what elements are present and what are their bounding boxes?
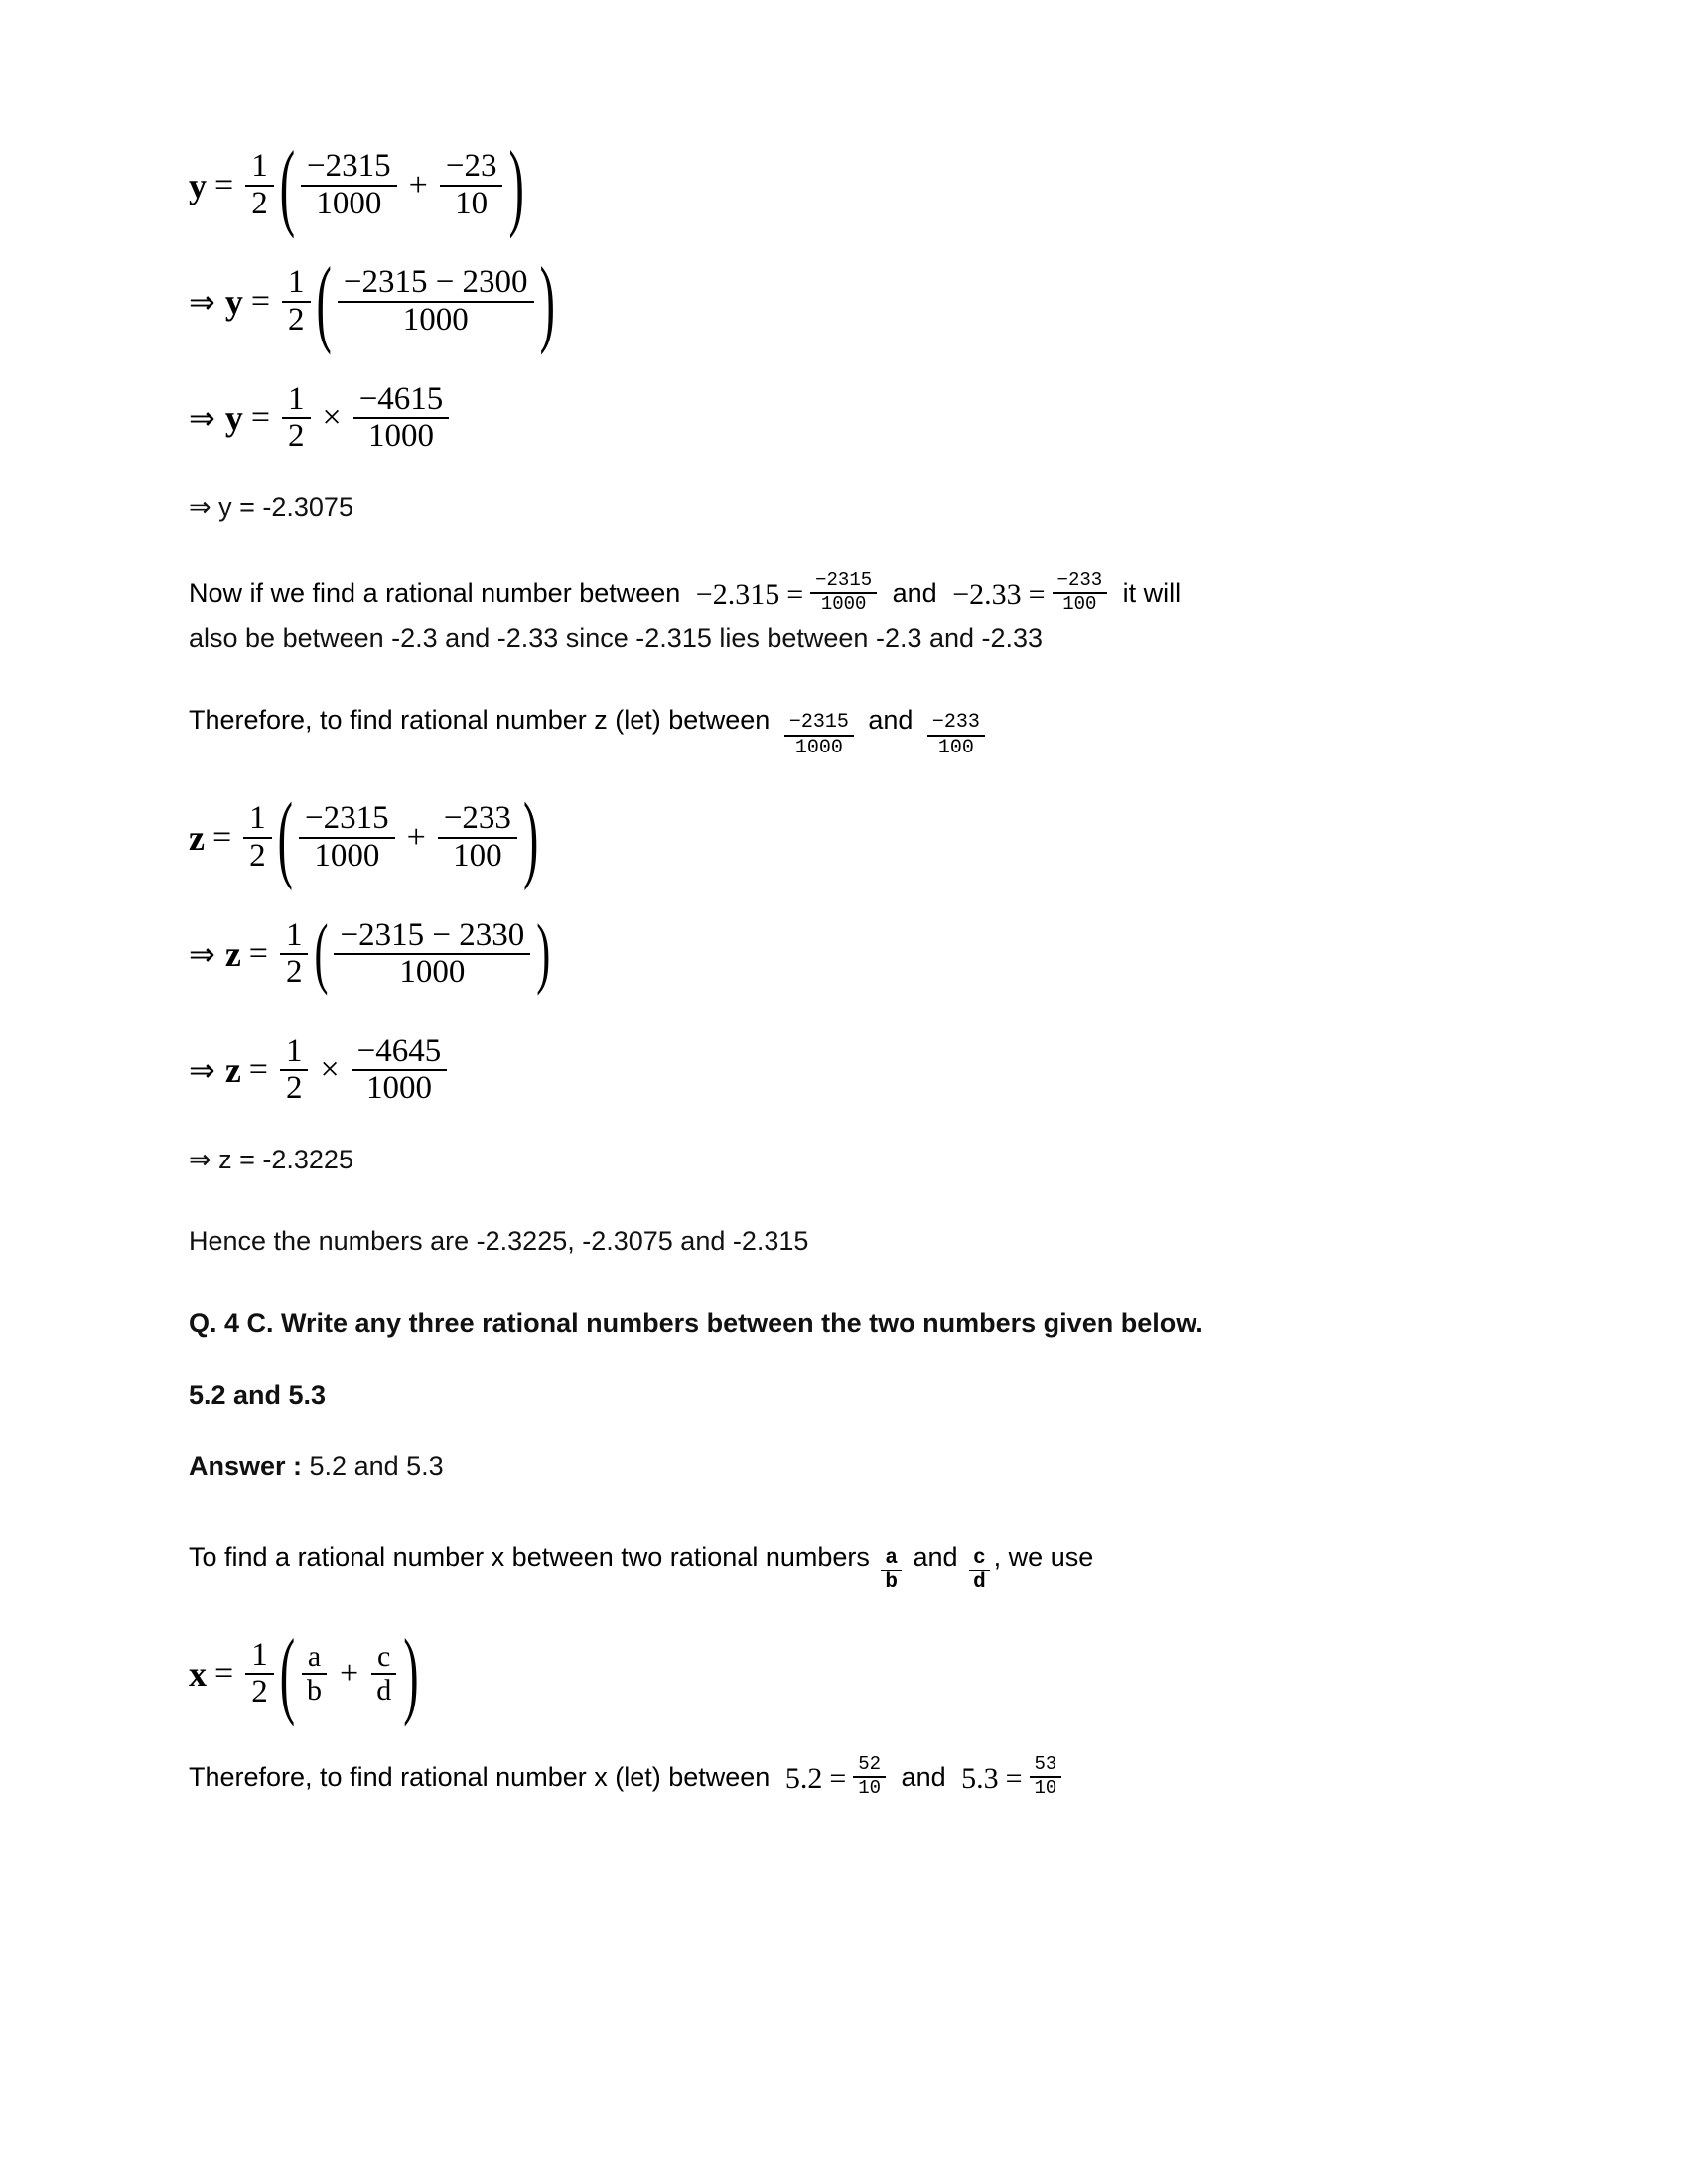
fraction-52-over-10: $\frac{52}{10}$: [853, 1754, 886, 1800]
equation-y-3-equals: =: [250, 399, 270, 437]
paragraph-now-part-1: Now if we find a rational number between: [189, 577, 688, 608]
equation-z-1-equals: =: [211, 818, 232, 856]
equation-y-3: [189, 382, 1479, 455]
equation-z-3-times: ×: [320, 1051, 340, 1089]
open-paren-icon: (: [277, 782, 293, 891]
equation-z-2-equals: =: [248, 935, 268, 973]
implies-arrow-icon: ⇒: [189, 400, 215, 437]
question-heading: Q. 4 C. Write any three rational numbers between the two numbers given below.: [189, 1307, 1203, 1338]
equation-z-3-one-half: $\frac{1}{2}$: [280, 1034, 309, 1107]
fraction-c-over-d: $\frac{c}{d}$: [969, 1547, 990, 1595]
equation-x-1-one-half: $\frac{1}{2}$: [245, 1638, 274, 1710]
implies-arrow-icon: ⇒: [189, 936, 215, 973]
equation-y-1-plus: +: [408, 166, 428, 204]
inline-math-minus-2-33: −2.33 = $\frac{-233}{100}$: [952, 572, 1107, 617]
equation-z-2-fraction: $\frac{-2315 - 2330}{1000}$: [334, 918, 530, 991]
paragraph-therefore-z-part-2: and: [860, 705, 920, 736]
question-numbers: 5.2 and 5.3: [189, 1380, 327, 1411]
inline-math-5-3: 5.3 = $\frac{53}{10}$: [961, 1756, 1061, 1802]
equation-x-1-fraction-c-d: $\frac{c}{d}$: [370, 1641, 397, 1707]
paragraph-hence: Hence the numbers are -2.3225, -2.3075 and -2.315: [189, 1226, 809, 1257]
equation-z-3-fraction: $\frac{-4645}{1000}$: [352, 1034, 448, 1107]
open-paren-icon: (: [316, 245, 332, 355]
equation-y-3-fraction: $\frac{-4615}{1000}$: [353, 382, 450, 455]
inline-math-5-2: 5.2 = $\frac{52}{10}$: [785, 1756, 886, 1802]
close-paren-icon: ): [539, 245, 555, 355]
equation-z-3-equals: =: [248, 1051, 268, 1089]
close-paren-icon: ): [403, 1618, 419, 1728]
equation-y-3-times: ×: [322, 399, 342, 437]
paragraph-therefore-x: [189, 1754, 1479, 1800]
fraction-minus-233-over-100: $\frac{-233}{100}$: [1053, 570, 1108, 615]
equation-y-3-one-half: $\frac{1}{2}$: [282, 382, 311, 455]
equation-y-1: [189, 129, 1479, 239]
paragraph-now-part-3: it will: [1115, 577, 1182, 608]
equation-y-1-equals: =: [214, 166, 234, 204]
paragraph-to-find-x-part-3: , we use: [993, 1541, 1094, 1571]
equation-z-2-one-half: $\frac{1}{2}$: [280, 918, 309, 991]
equation-x-1: [189, 1618, 1479, 1728]
equation-y-1-fraction-2: $\frac{-23}{10}$: [440, 149, 503, 221]
equation-y-2-variable: y: [224, 281, 243, 322]
equation-x-1-fraction-a-b: $\frac{a}{b}$: [301, 1641, 328, 1707]
equation-z-result: ⇒ z = -2.3225: [189, 1145, 353, 1175]
close-paren-icon: ): [508, 129, 524, 239]
paragraph-therefore-x-part-1: Therefore, to find rational number x (let) between: [189, 1761, 777, 1792]
equation-z-1-one-half: $\frac{1}{2}$: [243, 801, 272, 874]
close-paren-icon: ): [522, 782, 539, 891]
equation-z-3-variable: z: [224, 1050, 241, 1091]
equation-z-2-variable: z: [224, 934, 241, 975]
equation-y-2: [189, 245, 1479, 355]
equation-z-1-fraction-1: $\frac{-2315}{1000}$: [299, 801, 395, 874]
fraction-minus-233-over-100: $\frac{-233}{100}$: [927, 711, 985, 759]
implies-arrow-icon: ⇒: [189, 283, 215, 320]
equation-x-1-variable: x: [189, 1654, 207, 1695]
open-paren-icon: (: [279, 129, 296, 239]
paragraph-therefore-z: [189, 701, 1479, 761]
equation-y-1-fraction-1: $\frac{-2315}{1000}$: [301, 149, 397, 221]
paragraph-to-find-x: [189, 1538, 1479, 1598]
equation-z-2: [189, 910, 1479, 998]
equation-y-1-variable: y: [189, 165, 207, 205]
paragraph-now-part-2: and: [885, 577, 945, 608]
fraction-a-over-b: $\frac{a}{b}$: [881, 1547, 902, 1595]
equation-y-2-one-half: $\frac{1}{2}$: [282, 265, 311, 338]
equation-x-1-equals: =: [214, 1655, 234, 1693]
equation-z-1-plus: +: [406, 818, 426, 856]
paragraph-now-line-2: also be between -2.3 and -2.33 since -2.315 lies between -2.3 and -2.33: [189, 622, 1044, 653]
equation-z-3: [189, 1034, 1479, 1107]
equation-y-2-equals: =: [250, 282, 270, 320]
paragraph-therefore-z-part-1: Therefore, to find rational number z (let) between: [189, 705, 777, 736]
equation-z-1-fraction-2: $\frac{-233}{100}$: [438, 801, 517, 874]
open-paren-icon: (: [314, 910, 329, 998]
close-paren-icon: ): [536, 910, 551, 998]
answer-label: Answer :: [189, 1451, 310, 1482]
equation-y-3-variable: y: [224, 398, 243, 439]
equation-z-1-variable: z: [189, 817, 205, 858]
fraction-minus-2315-over-1000: $\frac{-2315}{1000}$: [784, 711, 854, 759]
fraction-minus-2315-over-1000: $\frac{-2315}{1000}$: [810, 570, 877, 615]
paragraph-now-if-we-find: [189, 570, 1479, 615]
equation-y-2-fraction: $\frac{-2315 - 2300}{1000}$: [338, 265, 534, 338]
equation-y-result: ⇒ y = -2.3075: [189, 491, 353, 522]
paragraph-to-find-x-part-1: To find a rational number x between two rational numbers: [189, 1541, 878, 1571]
fraction-53-over-10: $\frac{53}{10}$: [1030, 1754, 1062, 1800]
equation-y-1-one-half: $\frac{1}{2}$: [245, 149, 274, 221]
page-content: [189, 129, 1479, 1830]
inline-math-minus-2-315: −2.315 = $\frac{-2315}{1000}$: [696, 572, 877, 617]
paragraph-to-find-x-part-2: and: [906, 1541, 966, 1571]
equation-z-1: [189, 782, 1479, 891]
equation-x-1-plus: +: [340, 1655, 359, 1693]
answer-line: [189, 1447, 1479, 1485]
paragraph-therefore-x-part-2: and: [894, 1761, 954, 1792]
implies-arrow-icon: ⇒: [189, 1052, 215, 1089]
open-paren-icon: (: [279, 1618, 296, 1728]
answer-value: 5.2 and 5.3: [309, 1451, 444, 1482]
